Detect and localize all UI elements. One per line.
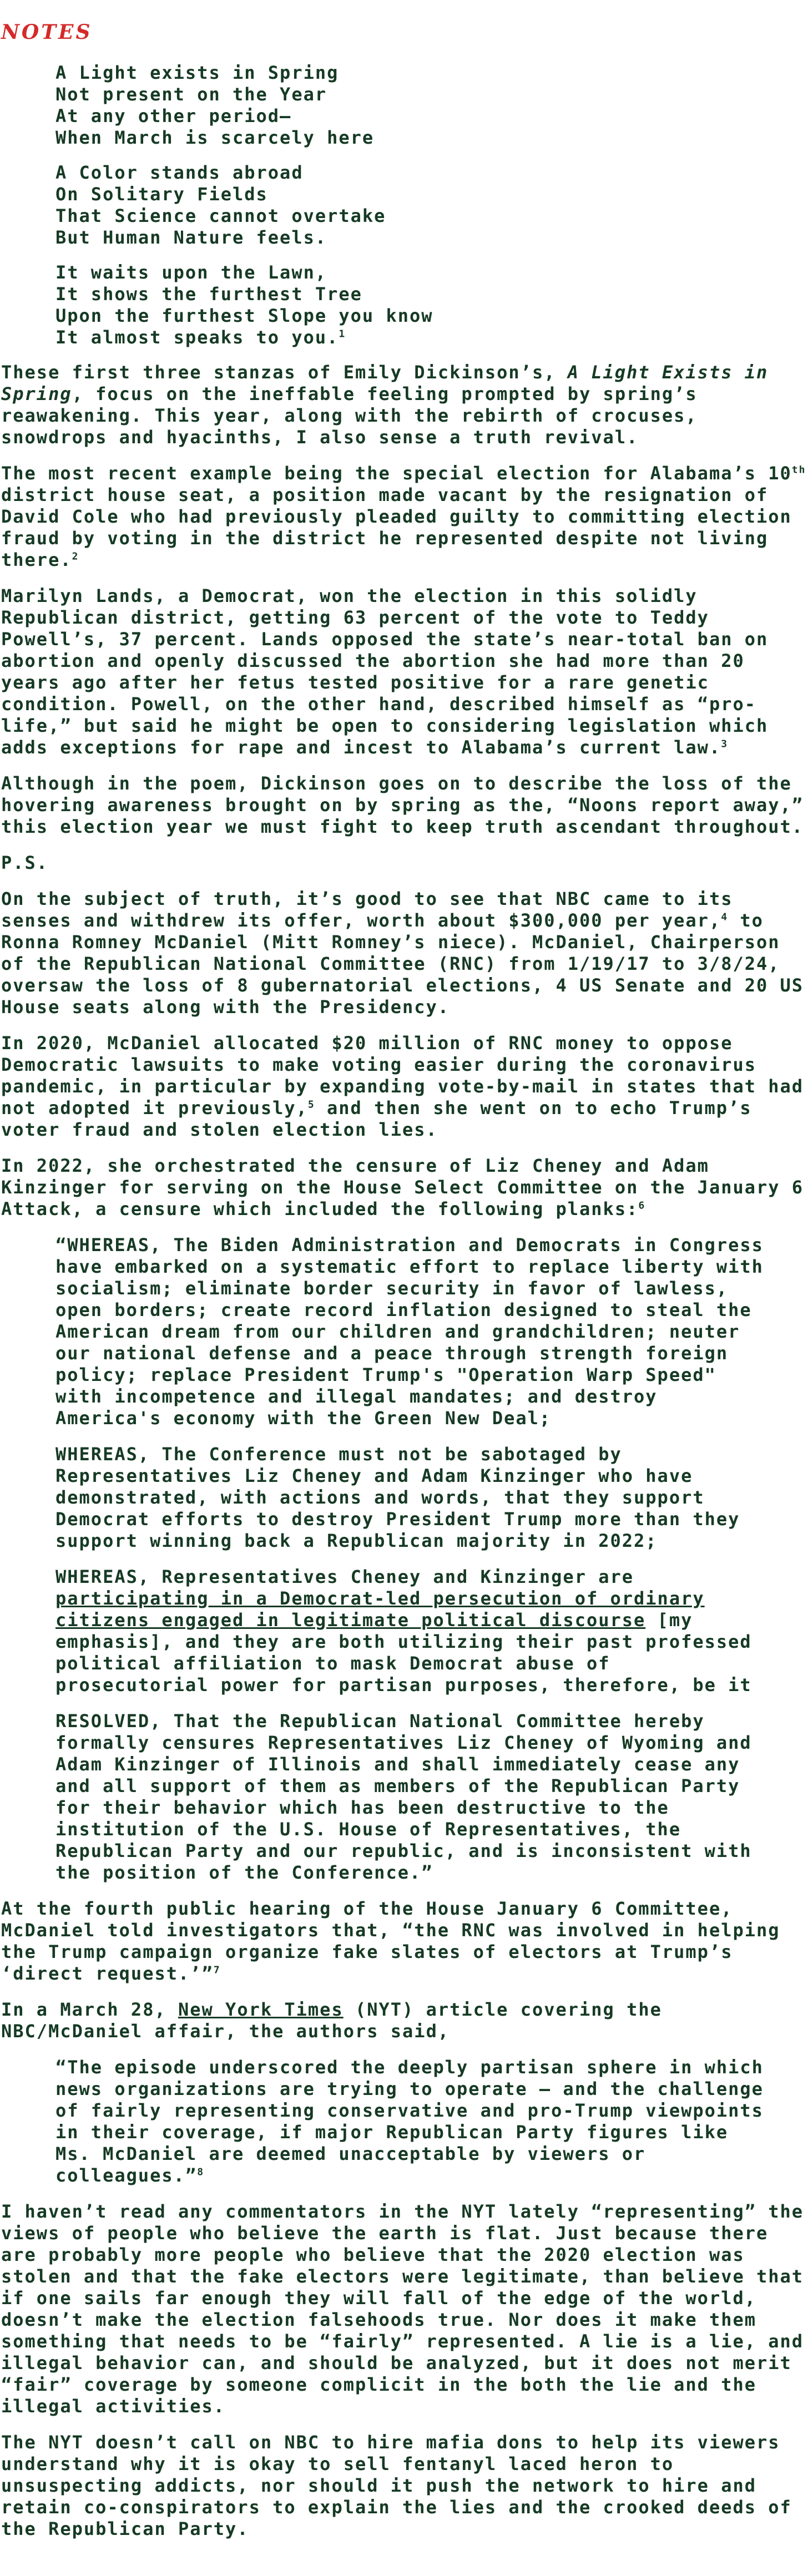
poem-line: That Science cannot overtake: [55, 205, 386, 226]
footnote-marker: 5: [307, 1099, 315, 1111]
footnote-marker: 7: [213, 1964, 221, 1976]
footnote-marker: 4: [721, 911, 729, 923]
quote-whereas-2: WHEREAS, The Conference must not be sabotaged by Representatives Liz Cheney and Adam Kinzinger who have demonstrated, with actions and words, that they support Democrat efforts to destroy President Trump more than they support winning back a Republican majority in 2022;: [55, 1444, 740, 1551]
emphasized-phrase: participating in a Democrat-led persecution of ordinary citizens engaged in legitimate political discourse: [55, 1588, 705, 1631]
ordinal-suffix: th: [791, 464, 806, 476]
poem-line: A Color stands abroad: [55, 162, 304, 183]
poem-line: Not present on the Year: [55, 84, 327, 105]
poem-line: It almost speaks to you.$^1$: [55, 327, 346, 348]
paragraph-lands: Marilyn Lands, a Democrat, won the election in this solidly Republican district, getting 63 percent of the vote to Teddy Powell’s, 37 percent. Lands opposed the state’s near-total ban on abortion and openly discussed the abortion she had more than 20 years ago after her fetus tested positive for a rare genetic condition. Powell, on the other hand, described himself as “pro-life,” but said he might be open to considering legislation which adds exceptions for rape and incest to Alabama’s current law.$^3$: [1, 585, 769, 758]
paragraph-truth-ascendant: Although in the poem, Dickinson goes on to describe the loss of the hovering awareness brought on by spring as the, “Noons report away,” this election year we must fight to keep truth ascendant throughout.: [1, 773, 804, 837]
nyt-link[interactable]: New York Times: [178, 1999, 344, 2020]
paragraph-closing: The NYT doesn’t call on NBC to hire mafia dons to help its viewers understand why it is okay to sell fentanyl laced heron to unsuspecting addicts, nor should it push the network to hire and retain co-conspirators to explain the lies and the crooked deeds of the Republican Party.: [1, 2432, 792, 2539]
poem-line: On Solitary Fields: [55, 184, 268, 205]
paragraph-flat-earth: I haven’t read any commentators in the NYT lately “representing” the views of people who believe the earth is flat. Just because there are probably more people who believe that the 2020 election was stolen and that the fake electors were legitimate, than believe that if one sails far enough they will fall of the edge of the world, doesn’t make the election falsehoods true. Nor does it make them something that needs to be “fairly” represented. A lie is a lie, and illegal behavior can, and should be analyzed, but it does not merit “fair” coverage by someone complicit in the both the lie and the illegal activities.: [1, 2201, 804, 2417]
footnote-marker: 2: [72, 550, 79, 563]
poem-line: It waits upon the Lawn,: [55, 262, 327, 283]
footnote-marker: 8: [197, 2166, 205, 2178]
quote-resolved: RESOLVED, That the Republican National Committee hereby formally censures Representatives Liz Cheney of Wyoming and Adam Kinzinger of Illinois and shall immediately cease any and all support of them as members of the Republican Party for their behavior which has been destructive to the institution of the U.S. House of Representatives, the Republican Party and our republic, and is inconsistent with the position of the Conference.”: [55, 1710, 752, 1883]
poem-stanza-1: [55, 62, 808, 149]
poem-stanza-3: [55, 262, 808, 348]
poem-line: When March is scarcely here: [55, 127, 375, 148]
quote-nyt: “The episode underscored the deeply partisan sphere in which news organizations are trying to operate — and the challenge of fairly representing conservative and pro-Trump viewpoints in their coverage, if major Republican Party figures like Ms. McDaniel are deemed unacceptable by viewers or colleagues.”$^8$: [55, 2057, 764, 2186]
paragraph-nbc: On the subject of truth, it’s good to see that NBC came to its senses and withdrew its offer, worth about $300,000 per year,$^4$ to Ronna Romney McDaniel (Mitt Romney’s niece). McDaniel, Chairperson of the Republican National Committee (RNC) from 1/19/17 to 3/8/24, oversaw the loss of 8 gubernatorial elections, 4 US Senate and 20 US House seats along with the Presidency.: [1, 888, 804, 1018]
notes-header: NOTES: [1, 21, 93, 44]
quote-whereas-1: “WHEREAS, The Biden Administration and Democrats in Congress have embarked on a systematic effort to replace liberty with socialism; eliminate border security in favor of lawless, open borders; create record inflation designed to steal the American dream from our children and grandchildren; neuter our national defense and a peace through strength foreign policy; replace President Trump's "Operation Warp Speed" with incompetence and illegal mandates; and destroy America's economy with the Green New Deal;: [55, 1234, 764, 1429]
poem-stanza-2: [55, 162, 808, 249]
paragraph-dickinson: These first three stanzas of Emily Dickinson’s, A Light Exists in Spring, focus on the ineffable feeling prompted by spring’s reawakening. This year, along with the rebirth of crocuses, snowdrops and hyacinths, I also sense a truth revival.: [1, 362, 769, 448]
paragraph-hearing: At the fourth public hearing of the House January 6 Committee, McDaniel told investigators that, “the RNC was involved in helping the Trump campaign organize fake slates of electors at Trump’s ‘direct request.’”$^7$: [1, 1898, 780, 1984]
poem-line: Upon the furthest Slope you know: [55, 305, 433, 326]
footnote-marker: 3: [721, 738, 729, 750]
postscript-label: P.S.: [1, 852, 49, 873]
poem-line: A Light exists in Spring: [55, 62, 339, 83]
poem-line: At any other period—: [55, 105, 292, 126]
paragraph-nyt: In a March 28, New York Times (NYT) article covering the NBC/McDaniel affair, the authors said,: [1, 1999, 662, 2042]
quote-whereas-3: WHEREAS, Representatives Cheney and Kinzinger are participating in a Democrat-led persecution of ordinary citizens engaged in legitimate political discourse [my emphasis], and they are both utilizing their past professed political affiliation to mask Democrat abuse of prosecutorial power for partisan purposes, therefore, be it: [55, 1566, 752, 1696]
poem-line: But Human Nature feels.: [55, 227, 327, 248]
footnote-marker: 6: [638, 1200, 646, 1212]
paragraph-2020: In 2020, McDaniel allocated $20 million of RNC money to oppose Democratic lawsuits to make voting easier during the coronavirus pandemic, in particular by expanding vote-by-mail in states that had not adopted it previously,$^5$ and then she went on to echo Trump’s voter fraud and stolen election lies.: [1, 1033, 804, 1140]
poem-title: A Light Exists in Spring: [1, 362, 769, 404]
paragraph-alabama-election: The most recent example being the special election for Alabama’s 10th district house seat, a position made vacant by the resignation of David Cole who had previously pleaded guilty to committing election fraud by voting in the district he represented despite not living there.$^2$: [1, 463, 806, 570]
footnote-marker: 1: [339, 328, 346, 340]
paragraph-censure: In 2022, she orchestrated the censure of Liz Cheney and Adam Kinzinger for serving on the House Select Committee on the January 6 Attack, a censure which included the following planks:$^6$: [1, 1155, 804, 1219]
poem-line: It shows the furthest Tree: [55, 284, 362, 305]
